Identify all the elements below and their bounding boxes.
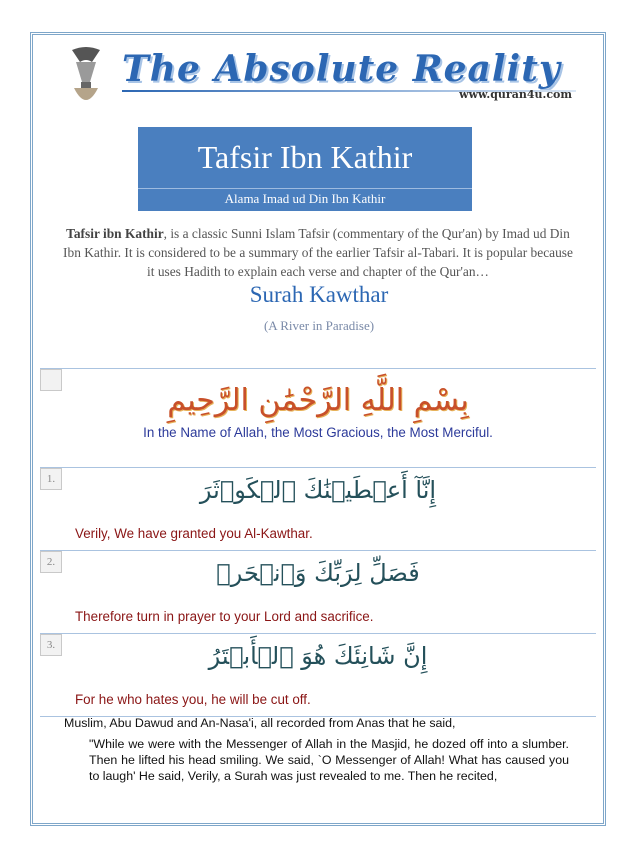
verse-row (40, 468, 596, 551)
title-box (138, 127, 472, 211)
verse-number: 2. (40, 551, 62, 573)
basmala-arabic: بِسْمِ اللَّهِ الرَّحْمَٰنِ الرَّحِيمِ (167, 383, 469, 418)
author-name: Alama Imad ud Din Ibn Kathir (224, 191, 386, 206)
verses-table (40, 368, 596, 717)
verse-number: 1. (40, 468, 62, 490)
verse-arabic: فَصَلِّ لِرَبِّكَ وَٱنۡحَرۡ (216, 559, 420, 587)
intro-bold: Tafsir ibn Kathir (66, 226, 164, 241)
site-banner (62, 42, 576, 108)
verse-arabic: إِنَّ شَانِئَكَ هُوَ ٱلۡأَبۡتَرُ (208, 642, 428, 670)
verse-english: For he who hates you, he will be cut off. (75, 692, 311, 707)
verse-row (40, 551, 596, 634)
banner-url[interactable]: www.quran4u.com (459, 88, 572, 101)
verse-number: 3. (40, 634, 62, 656)
page-title: Tafsir Ibn Kathir (197, 139, 413, 175)
verse-english: Verily, We have granted you Al-Kawthar. (75, 526, 313, 541)
commentary-intro: Muslim, Abu Dawud and An-Nasa'i, all recorded from Anas that he said, (64, 716, 456, 730)
surah-title: Surah Kawthar (249, 282, 389, 307)
verse-arabic: إِنَّآ أَعۡطَيۡنَٰكَ ٱلۡكَوۡثَرَ (199, 476, 437, 504)
quill-logo-icon (62, 42, 110, 106)
intro-text: , is a classic Sunni Islam Tafsir (commentary of the Qur'an) by Imad ud Din Ibn Kathir. It is considered to be a summary of the earlier Tafsir al-Tabari. It is popular because it uses Hadith to explain each verse and chapter of the Qur'an… (63, 226, 573, 279)
verse-english: Therefore turn in prayer to your Lord and sacrifice. (75, 609, 374, 624)
basmala-row (40, 369, 596, 468)
basmala-english: In the Name of Allah, the Most Gracious, the Most Merciful. (143, 425, 493, 440)
intro-paragraph (58, 224, 578, 281)
commentary-quote: "While we were with the Messenger of Allah in the Masjid, he dozed off into a slumber. Then he lifted his head smiling. We said, `O Messenger of Allah! What has caused you to laugh' He said, Verily, a Surah was just revealed to me. Then he recited, (89, 737, 569, 783)
verse-row (40, 634, 596, 716)
banner-title: The Absolute Reality (122, 48, 561, 90)
surah-subtitle: (A River in Paradise) (263, 318, 375, 333)
title-divider (138, 188, 472, 189)
